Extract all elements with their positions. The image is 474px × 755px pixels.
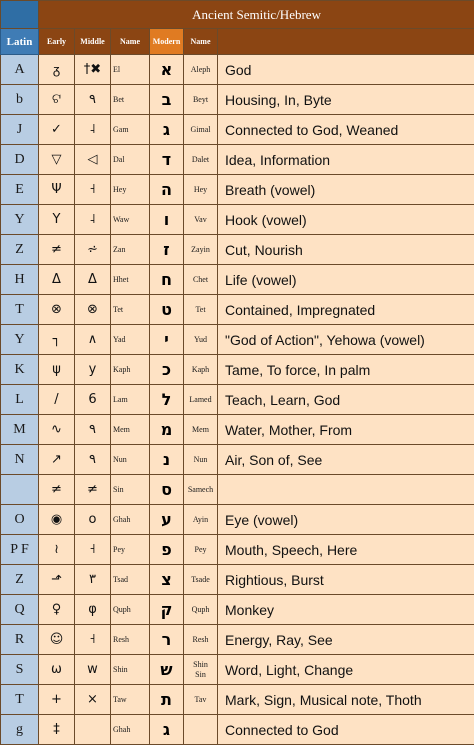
modern-name: Ayin bbox=[184, 505, 218, 535]
modern-letter: א bbox=[150, 55, 184, 85]
modern-name: Quph bbox=[184, 595, 218, 625]
latin-letter: S bbox=[1, 655, 39, 685]
latin-letter: b bbox=[1, 85, 39, 115]
early-glyph: ‡ bbox=[39, 715, 75, 745]
ancient-name: Zan bbox=[111, 235, 150, 265]
middle-glyph: w bbox=[75, 655, 111, 685]
table-row bbox=[1, 385, 474, 415]
early-glyph: Y bbox=[39, 205, 75, 235]
modern-letter: ג bbox=[150, 715, 184, 745]
modern-letter: ד bbox=[150, 145, 184, 175]
ancient-name: Pey bbox=[111, 535, 150, 565]
early-glyph: ▽ bbox=[39, 145, 75, 175]
table-row bbox=[1, 355, 474, 385]
modern-letter: צ bbox=[150, 565, 184, 595]
meaning-text: Contained, Impregnated bbox=[218, 295, 474, 325]
early-glyph: ↗ bbox=[39, 445, 75, 475]
table-body bbox=[1, 55, 474, 745]
table-row bbox=[1, 235, 474, 265]
middle-glyph: ˧ bbox=[75, 625, 111, 655]
meaning-text: Cut, Nourish bbox=[218, 235, 474, 265]
ancient-name: El bbox=[111, 55, 150, 85]
latin-letter: Z bbox=[1, 235, 39, 265]
modern-name: Tav bbox=[184, 685, 218, 715]
middle-glyph: ≠ bbox=[75, 475, 111, 505]
modern-letter: ו bbox=[150, 205, 184, 235]
modern-name bbox=[184, 715, 218, 745]
middle-glyph: ⩫ bbox=[75, 235, 111, 265]
modern-letter: ל bbox=[150, 385, 184, 415]
middle-glyph: ˧ bbox=[75, 175, 111, 205]
meaning-text: "God of Action", Yehowa (vowel) bbox=[218, 325, 474, 355]
meaning-text: Connected to God bbox=[218, 715, 474, 745]
modern-letter: פ bbox=[150, 535, 184, 565]
modern-name: Hey bbox=[184, 175, 218, 205]
latin-letter: A bbox=[1, 55, 39, 85]
ancient-name: Yad bbox=[111, 325, 150, 355]
meaning-text: God bbox=[218, 55, 474, 85]
early-glyph: ┐ bbox=[39, 325, 75, 355]
early-glyph: ଟ bbox=[39, 85, 75, 115]
early-glyph: ≀ bbox=[39, 535, 75, 565]
table-row bbox=[1, 565, 474, 595]
middle-glyph: ˧ bbox=[75, 535, 111, 565]
latin-letter: Y bbox=[1, 205, 39, 235]
meaning-text: Connected to God, Weaned bbox=[218, 115, 474, 145]
table-row bbox=[1, 55, 474, 85]
latin-letter: g bbox=[1, 715, 39, 745]
early-glyph: Ψ bbox=[39, 175, 75, 205]
early-glyph: ✓ bbox=[39, 115, 75, 145]
table-row bbox=[1, 445, 474, 475]
table-row bbox=[1, 505, 474, 535]
modern-letter: י bbox=[150, 325, 184, 355]
modern-letter: ה bbox=[150, 175, 184, 205]
meaning-text: Tame, To force, In palm bbox=[218, 355, 474, 385]
header-meaning bbox=[218, 29, 474, 55]
modern-name: Kaph bbox=[184, 355, 218, 385]
middle-glyph: ˨ bbox=[75, 205, 111, 235]
table-row bbox=[1, 685, 474, 715]
table-row bbox=[1, 295, 474, 325]
middle-glyph: ٩ bbox=[75, 85, 111, 115]
modern-name: Resh bbox=[184, 625, 218, 655]
early-glyph: ⬏ bbox=[39, 565, 75, 595]
modern-letter: ס bbox=[150, 475, 184, 505]
modern-letter: נ bbox=[150, 445, 184, 475]
modern-letter: מ bbox=[150, 415, 184, 445]
middle-glyph: ٩ bbox=[75, 415, 111, 445]
ancient-name: Hey bbox=[111, 175, 150, 205]
header-name: Name bbox=[111, 29, 150, 55]
ancient-name: Ghah bbox=[111, 505, 150, 535]
early-glyph: ⊗ bbox=[39, 295, 75, 325]
table-row bbox=[1, 415, 474, 445]
latin-letter: T bbox=[1, 295, 39, 325]
ancient-name: Lam bbox=[111, 385, 150, 415]
modern-letter: ב bbox=[150, 85, 184, 115]
middle-glyph: ٩ bbox=[75, 445, 111, 475]
table-row bbox=[1, 595, 474, 625]
modern-letter: ק bbox=[150, 595, 184, 625]
middle-glyph: ⊗ bbox=[75, 295, 111, 325]
header-latin: Latin bbox=[1, 29, 39, 55]
modern-letter: ר bbox=[150, 625, 184, 655]
middle-glyph bbox=[75, 715, 111, 745]
latin-letter: J bbox=[1, 115, 39, 145]
ancient-name: Kaph bbox=[111, 355, 150, 385]
early-glyph: / bbox=[39, 385, 75, 415]
modern-name: Lamed bbox=[184, 385, 218, 415]
middle-glyph: ˨ bbox=[75, 115, 111, 145]
latin-letter: Y bbox=[1, 325, 39, 355]
modern-letter: ע bbox=[150, 505, 184, 535]
modern-letter: ט bbox=[150, 295, 184, 325]
ancient-name: Shin bbox=[111, 655, 150, 685]
middle-glyph: ∧ bbox=[75, 325, 111, 355]
table-row bbox=[1, 175, 474, 205]
meaning-text: Air, Son of, See bbox=[218, 445, 474, 475]
middle-glyph: ◁ bbox=[75, 145, 111, 175]
ancient-name: Taw bbox=[111, 685, 150, 715]
meaning-text: Water, Mother, From bbox=[218, 415, 474, 445]
early-glyph: ∿ bbox=[39, 415, 75, 445]
modern-name: Dalet bbox=[184, 145, 218, 175]
ancient-name: Tsad bbox=[111, 565, 150, 595]
table-row bbox=[1, 145, 474, 175]
early-glyph: ☺ bbox=[39, 625, 75, 655]
header-modern-name: Name bbox=[184, 29, 218, 55]
modern-letter: ש bbox=[150, 655, 184, 685]
modern-name: Shin Sin bbox=[184, 655, 218, 685]
modern-letter: ג bbox=[150, 115, 184, 145]
table-row bbox=[1, 475, 474, 505]
modern-name: Tsade bbox=[184, 565, 218, 595]
middle-glyph: 6 bbox=[75, 385, 111, 415]
table-row bbox=[1, 625, 474, 655]
meaning-text: Housing, In, Byte bbox=[218, 85, 474, 115]
modern-letter: כ bbox=[150, 355, 184, 385]
early-glyph: ♀ bbox=[39, 595, 75, 625]
header-middle: Middle bbox=[75, 29, 111, 55]
middle-glyph: φ bbox=[75, 595, 111, 625]
latin-letter: K bbox=[1, 355, 39, 385]
meaning-text bbox=[218, 475, 474, 505]
early-glyph: + bbox=[39, 685, 75, 715]
meaning-text: Teach, Learn, God bbox=[218, 385, 474, 415]
ancient-name: Bet bbox=[111, 85, 150, 115]
ancient-name: Sin bbox=[111, 475, 150, 505]
meaning-text: Monkey bbox=[218, 595, 474, 625]
ancient-name: Gam bbox=[111, 115, 150, 145]
latin-letter: D bbox=[1, 145, 39, 175]
table-row bbox=[1, 85, 474, 115]
modern-name: Mem bbox=[184, 415, 218, 445]
modern-letter: ח bbox=[150, 265, 184, 295]
table-row bbox=[1, 715, 474, 745]
latin-letter: T bbox=[1, 685, 39, 715]
modern-name: Chet bbox=[184, 265, 218, 295]
modern-name: Samech bbox=[184, 475, 218, 505]
meaning-text: Hook (vowel) bbox=[218, 205, 474, 235]
early-glyph: ψ bbox=[39, 355, 75, 385]
latin-letter: Z bbox=[1, 565, 39, 595]
ancient-name: Tet bbox=[111, 295, 150, 325]
latin-letter: L bbox=[1, 385, 39, 415]
latin-letter: E bbox=[1, 175, 39, 205]
meaning-text: Life (vowel) bbox=[218, 265, 474, 295]
meaning-text: Mark, Sign, Musical note, Thoth bbox=[218, 685, 474, 715]
early-glyph: ω bbox=[39, 655, 75, 685]
modern-name: Nun bbox=[184, 445, 218, 475]
middle-glyph: Δ bbox=[75, 265, 111, 295]
modern-letter: ז bbox=[150, 235, 184, 265]
early-glyph: ◉ bbox=[39, 505, 75, 535]
ancient-name: Waw bbox=[111, 205, 150, 235]
latin-letter: O bbox=[1, 505, 39, 535]
modern-name: Zayin bbox=[184, 235, 218, 265]
modern-name: Aleph bbox=[184, 55, 218, 85]
table-title: Ancient Semitic/Hebrew bbox=[39, 1, 474, 29]
latin-letter: Q bbox=[1, 595, 39, 625]
meaning-text: Mouth, Speech, Here bbox=[218, 535, 474, 565]
ancient-name: Nun bbox=[111, 445, 150, 475]
table-row bbox=[1, 325, 474, 355]
table-row bbox=[1, 205, 474, 235]
ancient-name: Quph bbox=[111, 595, 150, 625]
early-glyph: ᵹ bbox=[39, 55, 75, 85]
middle-glyph: ٣ bbox=[75, 565, 111, 595]
meaning-text: Breath (vowel) bbox=[218, 175, 474, 205]
meaning-text: Energy, Ray, See bbox=[218, 625, 474, 655]
middle-glyph: o bbox=[75, 505, 111, 535]
ancient-name: Ghah bbox=[111, 715, 150, 745]
meaning-text: Eye (vowel) bbox=[218, 505, 474, 535]
middle-glyph: †✖ bbox=[75, 55, 111, 85]
modern-name: Gimal bbox=[184, 115, 218, 145]
header-modern: Modern bbox=[150, 29, 184, 55]
meaning-text: Word, Light, Change bbox=[218, 655, 474, 685]
ancient-name: Hhet bbox=[111, 265, 150, 295]
ancient-name: Resh bbox=[111, 625, 150, 655]
table-row bbox=[1, 265, 474, 295]
modern-name: Vav bbox=[184, 205, 218, 235]
table-row bbox=[1, 535, 474, 565]
modern-name: Tet bbox=[184, 295, 218, 325]
latin-letter: P F bbox=[1, 535, 39, 565]
latin-letter: N bbox=[1, 445, 39, 475]
meaning-text: Idea, Information bbox=[218, 145, 474, 175]
modern-name: Yud bbox=[184, 325, 218, 355]
ancient-name: Dal bbox=[111, 145, 150, 175]
ancient-name: Mem bbox=[111, 415, 150, 445]
middle-glyph: × bbox=[75, 685, 111, 715]
modern-letter: ת bbox=[150, 685, 184, 715]
table-corner bbox=[1, 1, 39, 29]
meaning-text: Rightious, Burst bbox=[218, 565, 474, 595]
early-glyph: Δ bbox=[39, 265, 75, 295]
middle-glyph: y bbox=[75, 355, 111, 385]
latin-letter: M bbox=[1, 415, 39, 445]
modern-name: Beyt bbox=[184, 85, 218, 115]
header-early: Early bbox=[39, 29, 75, 55]
latin-letter bbox=[1, 475, 39, 505]
latin-letter: H bbox=[1, 265, 39, 295]
table-row bbox=[1, 655, 474, 685]
latin-letter: R bbox=[1, 625, 39, 655]
early-glyph: ≠ bbox=[39, 235, 75, 265]
modern-name: Pey bbox=[184, 535, 218, 565]
early-glyph: ≠ bbox=[39, 475, 75, 505]
table-row bbox=[1, 115, 474, 145]
